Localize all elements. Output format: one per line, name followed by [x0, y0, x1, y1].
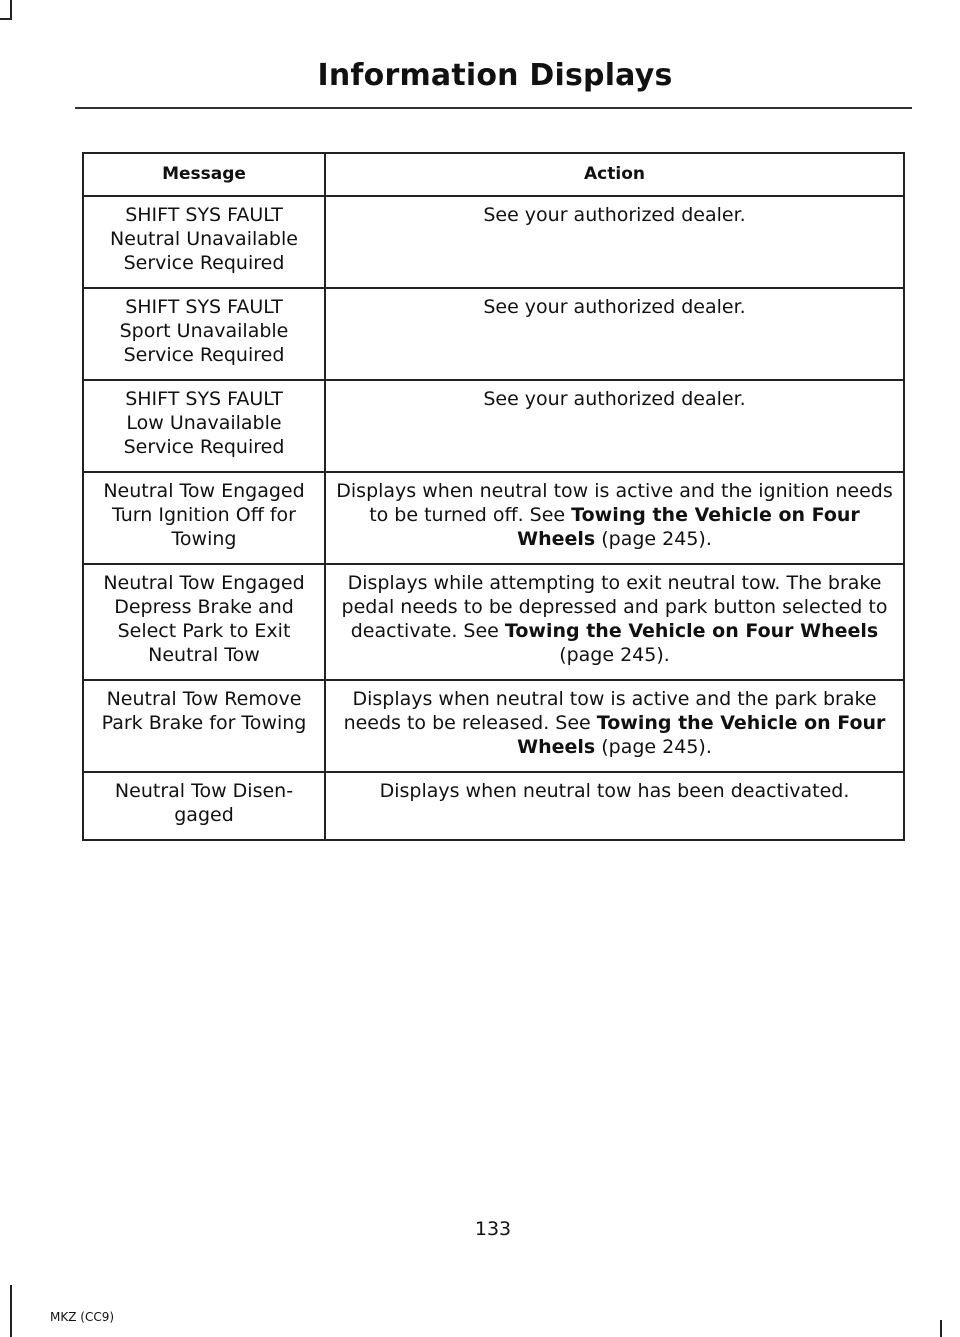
table-row [83, 196, 904, 288]
cross-reference-link[interactable]: Towing the Vehicle on Four Wheels [517, 712, 886, 758]
message-line: SHIFT SYS FAULT [125, 388, 283, 410]
message-line: SHIFT SYS FAULT [125, 296, 283, 318]
action-text: See your authorized dealer. [483, 388, 746, 410]
action-cell [325, 472, 904, 564]
page-number: 133 [474, 1218, 512, 1240]
action-text: See your authorized dealer. [483, 204, 746, 226]
page-reference: (page 245). [559, 644, 670, 666]
message-cell [83, 472, 325, 564]
message-line: Neutral Tow Engaged [103, 480, 305, 502]
message-line: Sport Unavailable [119, 320, 289, 342]
message-line: Select Park to Exit [117, 620, 291, 642]
message-line: Depress Brake and [114, 596, 294, 618]
table-row [83, 288, 904, 380]
action-cell [325, 288, 904, 380]
table-header-row [83, 153, 904, 196]
crop-mark [10, 0, 12, 20]
message-line: Neutral Tow Engaged [103, 572, 305, 594]
table-row [83, 680, 904, 772]
message-cell [83, 772, 325, 840]
message-line: Park Brake for Towing [101, 712, 307, 734]
header-rule [75, 107, 912, 109]
header-action: Action [325, 153, 904, 196]
crop-mark [0, 18, 12, 20]
table-row [83, 380, 904, 472]
cross-reference-link[interactable]: Towing the Vehicle on Four Wheels [504, 620, 879, 642]
action-cell [325, 196, 904, 288]
crop-mark [10, 1285, 12, 1337]
message-line: Towing [171, 528, 237, 550]
table-row [83, 564, 904, 680]
message-line: gaged [174, 804, 234, 826]
message-line: Service Required [123, 344, 285, 366]
table-row [83, 472, 904, 564]
message-line: SHIFT SYS FAULT [125, 204, 283, 226]
header-message: Message [83, 153, 325, 196]
message-line: Neutral Tow Remove [106, 688, 302, 710]
message-line: Low Unavailable [126, 412, 282, 434]
message-cell [83, 196, 325, 288]
message-line: Service Required [123, 436, 285, 458]
action-text: Displays while attempting to exit neutral tow. The brake pedal needs to be depressed and park button selected to deactivate. See [341, 572, 888, 642]
footer-code: MKZ (CC9) [50, 1310, 115, 1324]
message-table [82, 152, 905, 841]
message-line: Neutral Unavailable [110, 228, 298, 250]
message-line: Neutral Tow Disen- [114, 780, 294, 802]
message-cell [83, 380, 325, 472]
message-cell [83, 680, 325, 772]
action-cell [325, 680, 904, 772]
action-cell [325, 772, 904, 840]
message-line: Turn Ignition Off for [112, 504, 296, 526]
table-row [83, 772, 904, 840]
page-reference: (page 245). [595, 528, 712, 550]
crop-mark [940, 1320, 942, 1337]
action-cell [325, 564, 904, 680]
action-text: Displays when neutral tow is active and the park brake needs to be released. See [343, 688, 877, 734]
action-text: Displays when neutral tow is active and the ignition needs to be turned off. See [336, 480, 893, 526]
page-reference: (page 245). [595, 736, 712, 758]
page-title: Information Displays [317, 58, 673, 93]
action-text: Displays when neutral tow has been deactivated. [379, 780, 850, 802]
message-cell [83, 288, 325, 380]
cross-reference-link[interactable]: Towing the Vehicle on Four Wheels [517, 504, 860, 550]
message-line: Service Required [123, 252, 285, 274]
action-cell [325, 380, 904, 472]
message-cell [83, 564, 325, 680]
action-text: See your authorized dealer. [483, 296, 746, 318]
message-line: Neutral Tow [148, 644, 260, 666]
